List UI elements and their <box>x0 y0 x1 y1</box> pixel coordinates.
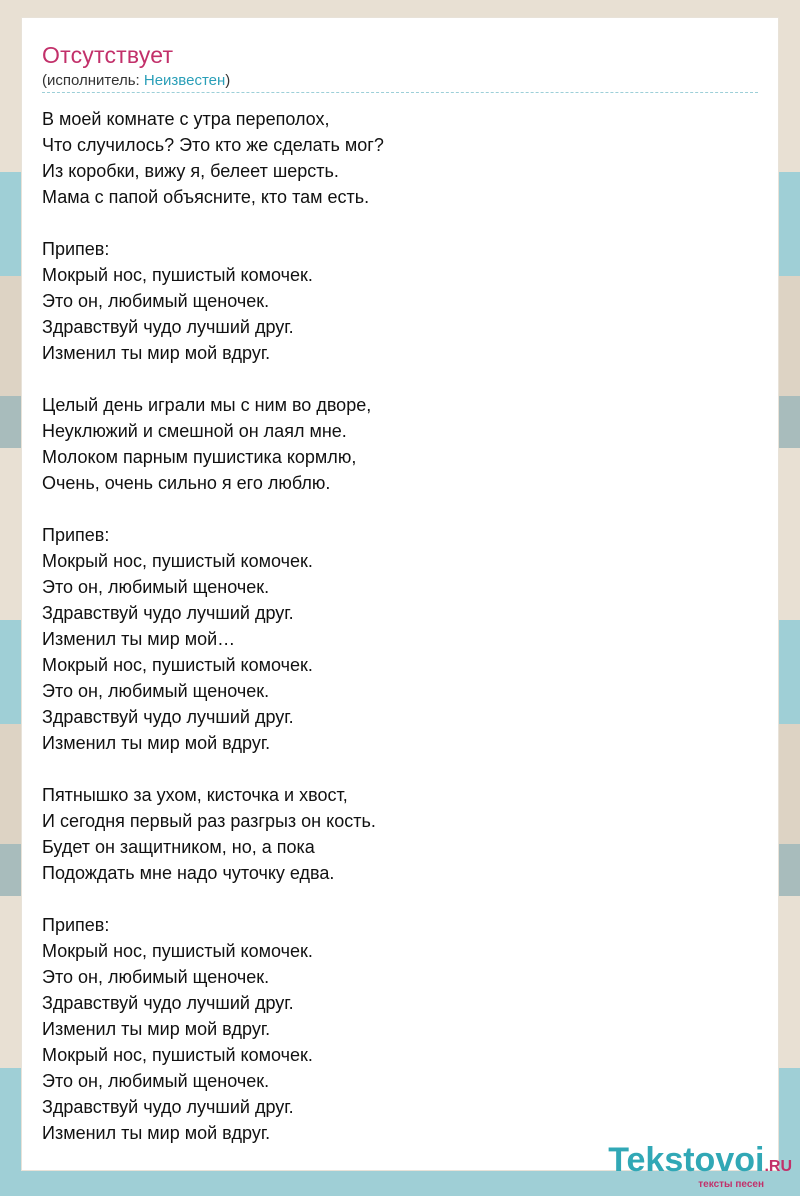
lyric-line: Это он, любимый щеночек. <box>42 1071 270 1091</box>
lyric-line: Здравствуй чудо лучший друг. <box>42 317 294 337</box>
lyric-line: Изменил ты мир мой… <box>42 629 236 649</box>
lyric-line: Мама с папой объясните, кто там есть. <box>42 187 370 207</box>
logo-tagline: тексты песен <box>698 1179 764 1190</box>
lyric-line <box>42 366 384 392</box>
lyric-line <box>42 210 384 236</box>
lyric-line: Мокрый нос, пушистый комочек. <box>42 1045 313 1065</box>
lyric-line: Это он, любимый щеночек. <box>42 291 270 311</box>
lyric-line: Что случилось? Это кто же сделать мог? <box>42 135 384 155</box>
lyric-line: Неуклюжий и смешной он лаял мне. <box>42 421 347 441</box>
lyric-line: И сегодня первый раз разгрыз он кость. <box>42 811 376 831</box>
lyric-line: Будет он защитником, но, а пока <box>42 837 315 857</box>
lyric-line: Подождать мне надо чуточку едва. <box>42 863 335 883</box>
lyric-line: Из коробки, вижу я, белеет шерсть. <box>42 161 339 181</box>
artist-prefix: (исполнитель: <box>42 72 144 89</box>
artist-line <box>42 72 230 89</box>
lyric-line: Это он, любимый щеночек. <box>42 577 270 597</box>
lyric-line: Мокрый нос, пушистый комочек. <box>42 551 313 571</box>
lyric-line: Изменил ты мир мой вдруг. <box>42 1123 271 1143</box>
lyric-line: Мокрый нос, пушистый комочек. <box>42 941 313 961</box>
lyric-line: Припев: <box>42 239 110 259</box>
lyric-line: Здравствуй чудо лучший друг. <box>42 1097 294 1117</box>
lyric-line: Мокрый нос, пушистый комочек. <box>42 265 313 285</box>
lyric-line: Очень, очень сильно я его люблю. <box>42 473 331 493</box>
lyrics-card <box>22 18 778 1170</box>
site-logo[interactable] <box>608 1142 792 1190</box>
lyric-line: Молоком парным пушистика кормлю, <box>42 447 357 467</box>
lyrics-text <box>42 106 384 1146</box>
lyric-line: Здравствуй чудо лучший друг. <box>42 707 294 727</box>
artist-suffix: ) <box>225 72 231 89</box>
song-title: Отсутствует <box>42 42 174 68</box>
lyric-line: Здравствуй чудо лучший друг. <box>42 993 294 1013</box>
lyric-line: Припев: <box>42 525 110 545</box>
lyric-line: Здравствуй чудо лучший друг. <box>42 603 294 623</box>
lyric-line: Изменил ты мир мой вдруг. <box>42 733 271 753</box>
lyric-line: Это он, любимый щеночек. <box>42 967 270 987</box>
lyric-line <box>42 496 384 522</box>
lyric-line: Мокрый нос, пушистый комочек. <box>42 655 313 675</box>
divider <box>42 92 758 93</box>
lyric-line: Изменил ты мир мой вдруг. <box>42 1019 271 1039</box>
lyric-line <box>42 886 384 912</box>
logo-tld: .RU <box>764 1158 792 1175</box>
lyric-line: Это он, любимый щеночек. <box>42 681 270 701</box>
lyric-line: Пятнышко за ухом, кисточка и хвост, <box>42 785 348 805</box>
lyric-line <box>42 756 384 782</box>
lyric-line: Припев: <box>42 915 110 935</box>
artist-link[interactable]: Неизвестен <box>143 72 226 89</box>
lyric-line: Целый день играли мы с ним во дворе, <box>42 395 372 415</box>
lyric-line: Изменил ты мир мой вдруг. <box>42 343 271 363</box>
logo-name: Tekstovoi <box>608 1141 765 1179</box>
lyric-line: В моей комнате с утра переполох, <box>42 109 330 129</box>
